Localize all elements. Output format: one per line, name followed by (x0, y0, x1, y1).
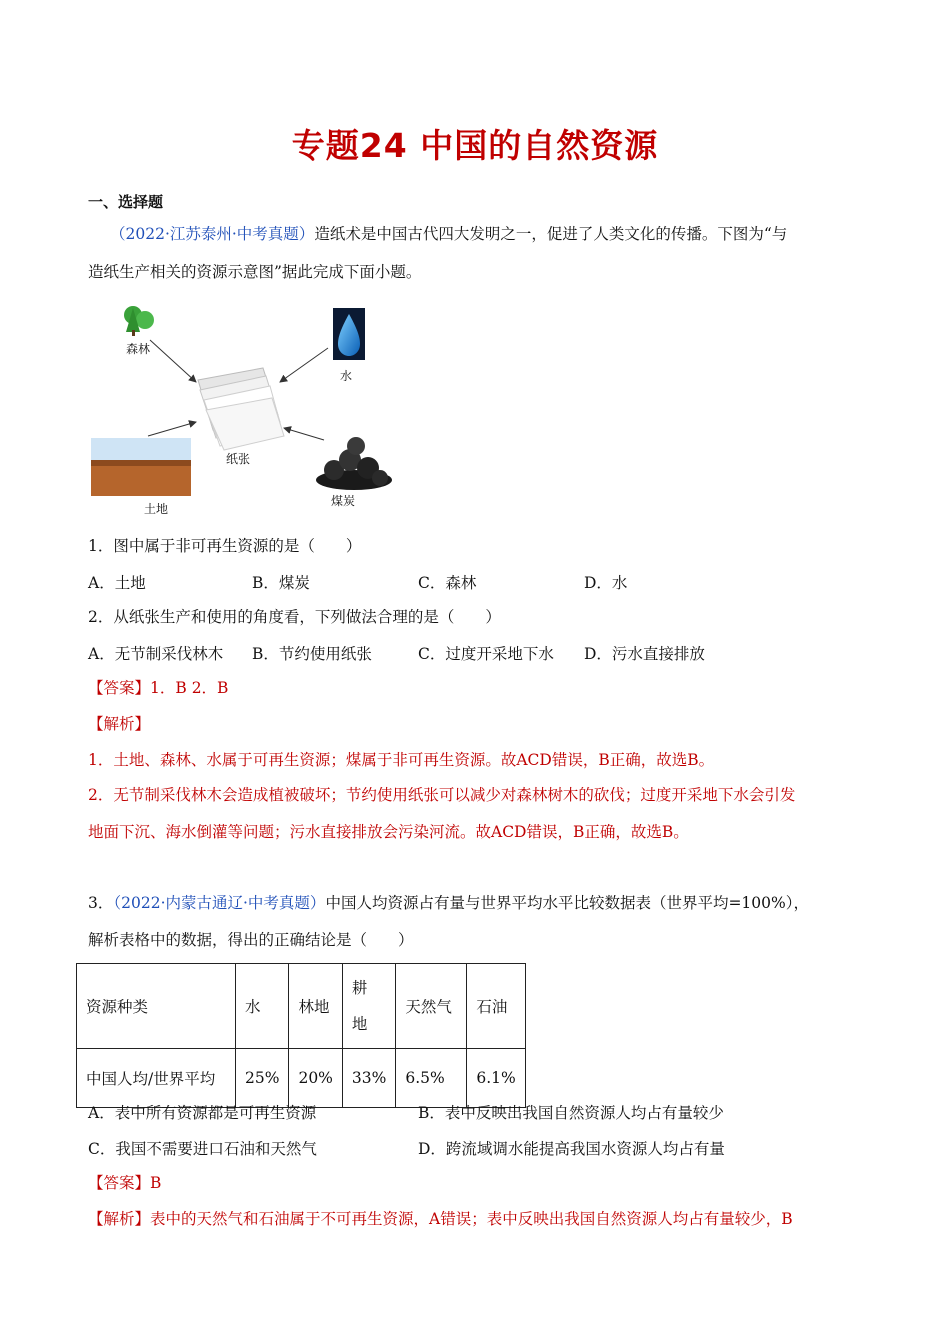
q12-analysis-label: 【解析】 (88, 715, 151, 733)
q12-answer (88, 677, 228, 699)
arrow-forest (150, 340, 196, 382)
q3-option-b: B．表中反映出我国自然资源人均占有量较少 (418, 1104, 724, 1122)
q12-intro-line1 (110, 223, 787, 245)
coal-label: 煤炭 (331, 494, 356, 508)
resource-table (76, 963, 526, 1108)
table-cell: 20% (289, 1049, 342, 1108)
table-cell: 林地 (289, 964, 342, 1049)
q2-option-a: A．无节制采伐林木 (88, 645, 224, 663)
paper-resources-diagram (88, 300, 418, 520)
q3-source: （2022·内蒙古通辽·中考真题） (113, 894, 326, 912)
q3-number: 3． (88, 894, 114, 912)
table-cell: 水 (236, 964, 289, 1049)
q12-source: （2022·江苏泰州·中考真题） (110, 225, 315, 243)
q3-analysis (88, 1208, 793, 1230)
table-row (77, 1049, 526, 1108)
q3-option-a: A．表中所有资源都是可再生资源 (88, 1104, 317, 1122)
arrow-coal (284, 428, 324, 440)
answer-text: 1．B 2．B (150, 679, 229, 697)
answer-label: 【答案】 (88, 1174, 151, 1192)
table-cell: 资源种类 (77, 964, 236, 1049)
q3-answer (88, 1172, 161, 1194)
q3-stem-line1 (88, 892, 809, 914)
table-cell: 石油 (467, 964, 525, 1049)
q12-analysis-1: 1．土地、森林、水属于可再生资源；煤属于非可再生资源。故ACD错误，B正确，故选B。 (88, 751, 715, 769)
answer-text: B (150, 1174, 162, 1192)
paper-label: 纸张 (226, 452, 251, 466)
q3-stem-line2: 解析表格中的数据，得出的正确结论是（ ） (88, 931, 414, 949)
q12-analysis-2b: 地面下沉、海水倒灌等问题；污水直接排放会污染河流。故ACD错误，B正确，故选B。 (88, 823, 689, 841)
land-label: 土地 (144, 502, 169, 516)
section-heading: 一、选择题 (88, 193, 164, 211)
q3-option-c: C．我国不需要进口石油和天然气 (88, 1140, 317, 1158)
table-cell: 耕 地 (342, 964, 395, 1049)
page-title: 专题24 中国的自然资源 (291, 126, 659, 165)
table-cell: 25% (236, 1049, 289, 1108)
paper-stack-icon (198, 368, 284, 450)
q2-stem: 2．从纸张生产和使用的角度看，下列做法合理的是（ ） (88, 608, 501, 626)
q3-option-d: D．跨流域调水能提高我国水资源人均占有量 (418, 1140, 725, 1158)
q12-intro-text1: 造纸术是中国古代四大发明之一，促进了人类文化的传播。下图为“与 (314, 225, 788, 243)
arrow-water (280, 348, 328, 382)
q3-stem-text: 中国人均资源占有量与世界平均水平比较数据表（世界平均=100%）， (325, 894, 809, 912)
water-label: 水 (340, 369, 353, 383)
table-cell: 33% (342, 1049, 395, 1108)
diagram-svg (88, 300, 418, 520)
table-cell: 6.1% (467, 1049, 525, 1108)
q12-intro-line2: 造纸生产相关的资源示意图”据此完成下面小题。 (88, 263, 422, 281)
coal-pile-icon (316, 437, 392, 490)
land-field-icon (91, 438, 191, 496)
water-drop-icon (333, 308, 365, 360)
arrow-land (148, 422, 196, 436)
q1-option-b: B．煤炭 (252, 574, 310, 592)
analysis-text: 表中的天然气和石油属于不可再生资源，A错误；表中反映出我国自然资源人均占有量较少，B (150, 1210, 793, 1228)
q1-option-a: A．土地 (88, 574, 146, 592)
table-cell: 中国人均/世界平均 (77, 1049, 236, 1108)
table-cell: 天然气 (396, 964, 467, 1049)
q12-analysis-2a: 2．无节制采伐林木会造成植被破坏；节约使用纸张可以减少对森林树木的砍伐；过度开采地下水会引发 (88, 786, 796, 804)
table-cell: 6.5% (396, 1049, 467, 1108)
answer-label: 【答案】 (88, 679, 151, 697)
q2-option-d: D．污水直接排放 (584, 645, 705, 663)
tree-icon (124, 306, 154, 336)
q2-option-b: B．节约使用纸张 (252, 645, 372, 663)
q1-option-c: C．森林 (418, 574, 477, 592)
q2-option-c: C．过度开采地下水 (418, 645, 554, 663)
q1-stem: 1．图中属于非可再生资源的是（ ） (88, 537, 362, 555)
forest-label: 森林 (126, 342, 151, 356)
table-header-row (77, 964, 526, 1049)
analysis-label: 【解析】 (88, 1210, 151, 1228)
q1-option-d: D．水 (584, 574, 628, 592)
